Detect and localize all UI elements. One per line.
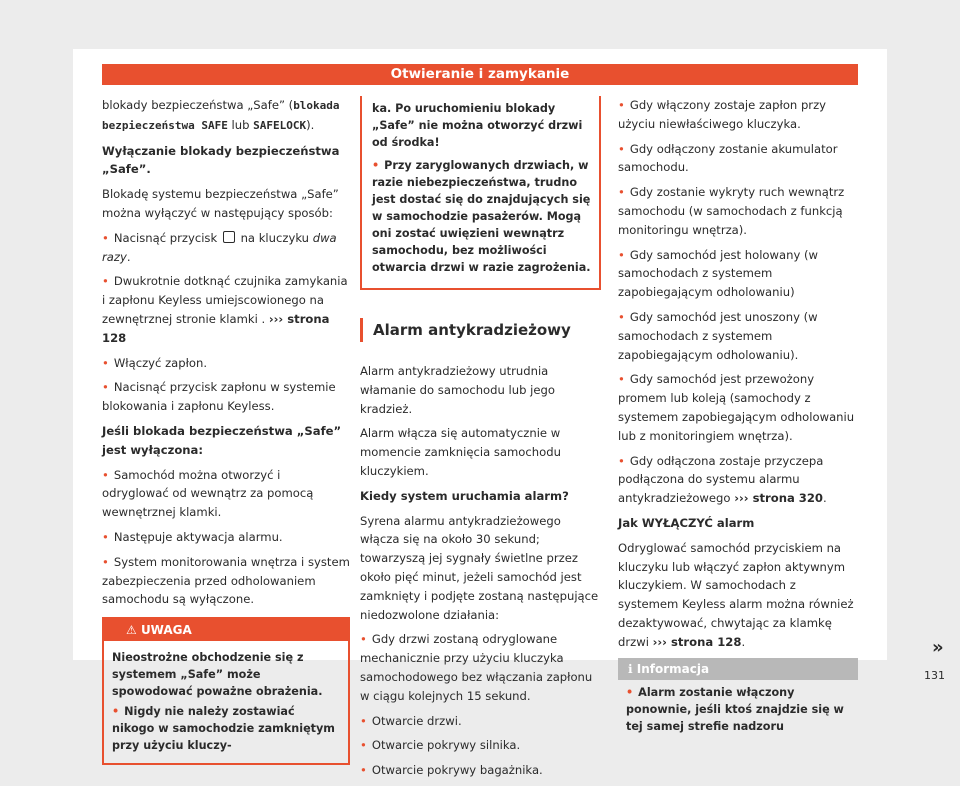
bullet-item: • Otwarcie drzwi. (360, 712, 601, 731)
subheading: Jeśli blokada bezpieczeństwa „Safe” jest wyłączona: (102, 423, 342, 457)
bullet-item: • Gdy zostanie wykryty ruch wewnątrz samochodu (w samochodach z funkcją monitoringu wnętrza). (618, 183, 858, 239)
manual-page (73, 49, 945, 778)
column-3 (618, 96, 858, 739)
subheading: Wyłączanie blokady bezpieczeństwa „Safe”. (102, 143, 340, 177)
bullet-item: • Gdy drzwi zostaną odryglowane mechanicznie przy użyciu kluczyka samochodowego bez włączania zapłonu w ciągu kolejnych 15 sekund. (360, 630, 601, 705)
bullet-item: • Nacisnąć przycisk zapłonu w systemie blokowania i zapłonu Keyless. (102, 378, 350, 416)
subheading: Jak WYŁĄCZYĆ alarm (618, 515, 755, 530)
warning-text: Nieostrożne obchodzenie się z systemem „Safe” może spowodować poważne obrażenia. (112, 651, 323, 699)
lock-button-icon (223, 231, 235, 243)
page-reference-link[interactable]: ››› strona 128 (102, 312, 329, 345)
paragraph: Alarm antykradzieżowy utrudnia włamanie do samochodu lub jego kradzież. (360, 364, 555, 416)
bullet-item: • Otwarcie pokrywy silnika. (360, 736, 601, 755)
paragraph: Odryglować samochód przyciskiem na kluczyku lub włączyć zapłon aktywnym kluczykiem. W samochodach z systemem Keyless alarm można również dezaktywować, chwytając za klamkę drzwi ››› strona 128. (618, 539, 858, 652)
bullet-item: • Nacisnąć przycisk na kluczyku dwa razy. (102, 229, 350, 267)
subheading: Kiedy system uruchamia alarm? (360, 488, 569, 503)
bullet-item: • System monitorowania wnętrza i system zabezpieczenia przed odholowaniem samochodu są wyłączone. (102, 553, 350, 609)
bullet-item: • Następuje aktywacja alarmu. (102, 528, 350, 547)
page-reference-link[interactable]: ››› strona 128 (653, 635, 742, 649)
page-header: Otwieranie i zamykanie (102, 64, 858, 85)
info-icon: ℹ (628, 661, 633, 676)
continue-arrow-icon: » (932, 637, 944, 658)
paragraph: blokady bezpieczeństwa „Safe” (blokada bezpieczeństwa SAFE lub SAFELOCK). (102, 98, 340, 132)
paragraph: Syrena alarmu antykradzieżowego włącza się na około 30 sekund; towarzyszą jej sygnały świetlne przez około pięć minut, jeżeli samochód jest zamknięty i podjęte zostaną następujące niedozwolone działania: (360, 513, 599, 622)
warning-text: ka. Po uruchomieniu blokady „Safe” nie można otworzyć drzwi od środka! (372, 102, 583, 149)
bullet-item: • Gdy samochód jest holowany (w samochodach z systemem zapobiegającym odholowaniu) (618, 246, 858, 302)
warning-bullet: • Przy zaryglowanych drzwiach, w razie niebezpieczeństwa, trudno jest dostać się do znajdujących się w samochodzie pasażerów. Mogą oni zostać uwięzieni wewnątrz samochodu, bez możliwości otwarcia drzwi w razie zagrożenia. (372, 157, 591, 276)
bullet-item: • Gdy samochód jest unoszony (w samochodach z systemem zapobiegającym odholowaniu). (618, 308, 858, 364)
paragraph: Alarm włącza się automatycznie w momencie zamknięcia samochodu kluczykiem. (360, 426, 561, 478)
bullet-item: • Gdy odłączona zostaje przyczepa podłączona do systemu alarmu antykradzieżowego ››› strona 320. (618, 452, 858, 508)
column-1 (102, 96, 350, 765)
info-box (618, 658, 858, 739)
bullet-item: • Samochód można otworzyć i odryglować od wewnątrz za pomocą wewnętrznej klamki. (102, 466, 350, 522)
bullet-item: • Dwukrotnie dotknąć czujnika zamykania i zapłonu Keyless umiejscowionego na zewnętrznej stronie klamki . ››› strona 128 (102, 272, 350, 347)
paragraph: Blokadę systemu bezpieczeństwa „Safe” można wyłączyć w następujący sposób: (102, 187, 339, 220)
warning-header: ⚠ UWAGA (104, 619, 348, 641)
bullet-item: • Gdy odłączony zostanie akumulator samochodu. (618, 140, 858, 178)
bullet-item: • Gdy włączony zostaje zapłon przy użyciu niewłaściwego kluczyka. (618, 96, 858, 134)
page-reference-link[interactable]: ››› strona 320 (734, 491, 823, 505)
section-heading: Alarm antykradzieżowy (360, 318, 601, 342)
bullet-item: • Otwarcie pokrywy bagażnika. (360, 761, 601, 780)
warning-bullet: • Nigdy nie należy zostawiać nikogo w samochodzie zamkniętym przy użyciu kluczy- (112, 703, 340, 754)
bullet-item: • Gdy samochód jest przewożony promem lub koleją (samochody z systemem zapobiegającym odholowaniu lub z monitoringiem wnętrza). (618, 370, 858, 445)
warning-box-continued (360, 96, 601, 290)
column-2 (360, 96, 601, 786)
bullet-item: • Włączyć zapłon. (102, 354, 350, 373)
info-bullet: • Alarm zostanie włączony ponownie, jeśli ktoś znajdzie się w tej samej strefie nadzoru (626, 684, 850, 735)
page-number: 131 (924, 669, 945, 682)
warning-box (102, 617, 350, 765)
info-header: ℹ Informacja (618, 658, 858, 680)
